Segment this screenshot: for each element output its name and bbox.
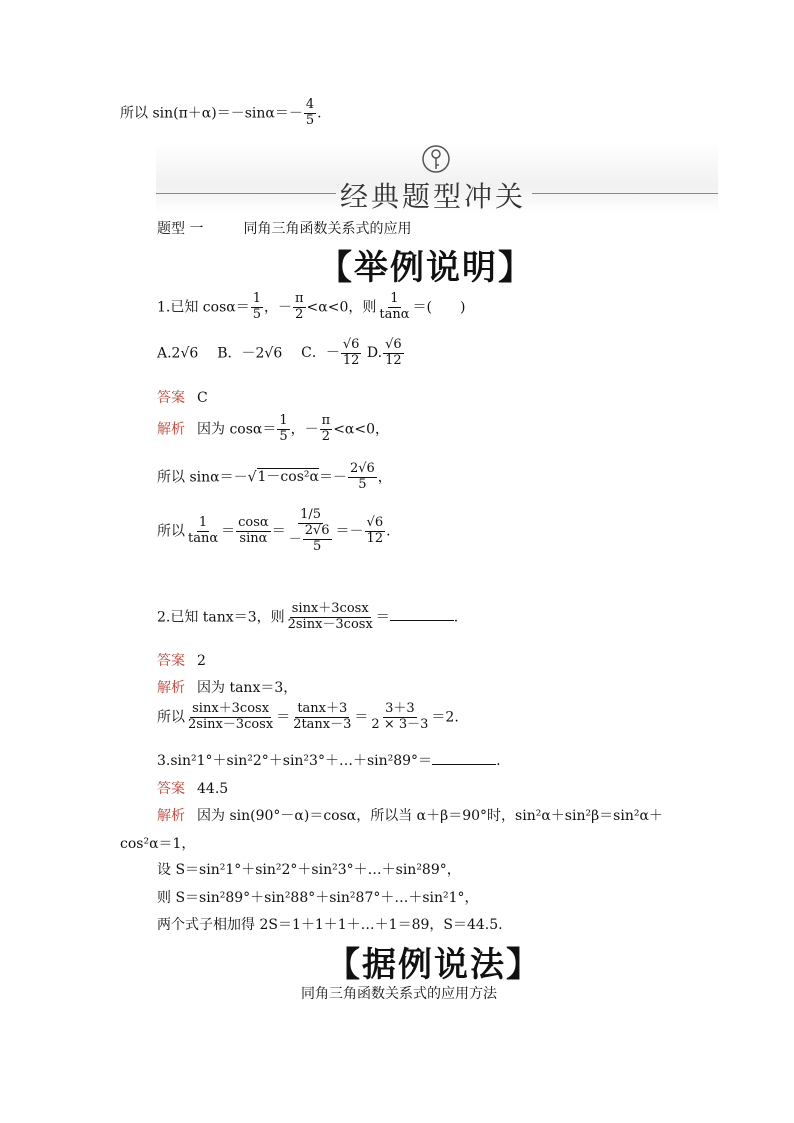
q1-stem: 1.已知 cosα＝ $\frac{1}{5}$ ，－ $\frac{\pi}{2}$ <α<0，则 $\frac{1}{\tan\alpha}$ ＝( ) — [157, 291, 466, 322]
q1-analysis-2: 所以 sinα＝－√1－cos²α＝－ $\frac{2√6}{5}$ ， — [157, 461, 392, 492]
method-title: 同角三角函数关系式的应用方法 — [301, 986, 497, 1002]
top-fraction: $\frac{4}{5}$ — [305, 97, 315, 128]
answer-blank — [390, 619, 454, 621]
key-icon — [421, 144, 451, 174]
q3-answer: 答案 44.5 — [157, 781, 229, 797]
option-d: D. $\frac{√6}{12}$ — [366, 337, 402, 368]
option-c: C．－ $\frac{√6}{12}$ — [301, 337, 360, 368]
q1-analysis-3: 所以 $\frac{1}{\tan\alpha}$ ＝ $\frac{\cos\alpha}{\sin\alpha}$ ＝ 1/5 － $\frac{2√6}{5}$ ＝－ $\frac{√6}{12}$ . — [157, 507, 391, 554]
heading-method: 【据例说法】 — [326, 945, 542, 985]
banner-line-left — [156, 193, 336, 194]
banner-line-right — [532, 193, 718, 194]
heading-examples: 【举例说明】 — [318, 248, 534, 288]
section-label: 题型 一 同角三角函数关系式的应用 — [157, 221, 412, 237]
q1-answer: 答案 C — [157, 390, 208, 406]
q2-answer: 答案 2 — [157, 653, 206, 669]
q3-analysis-3: 则 S＝sin²89°＋sin²88°＋sin²87°＋…＋sin²1°， — [157, 890, 479, 906]
q1-options — [157, 338, 405, 369]
top-prefix: 所以 — [120, 105, 148, 122]
top-line: 所以 sin(π＋α)＝－sinα＝－ $\frac{4}{5}$ . — [120, 97, 322, 128]
option-b: B．－2√6 — [217, 345, 283, 362]
q3-analysis-1b: cos²α＝1， — [120, 836, 196, 852]
q3-analysis-2: 设 S＝sin²1°＋sin²2°＋sin²3°＋…＋sin²89°， — [157, 862, 461, 878]
q3-analysis-4: 两个式子相加得 2S＝1＋1＋1＋…＋1＝89，S＝44.5. — [157, 917, 503, 933]
q3-stem: 3.sin²1°＋sin²2°＋sin²3°＋…＋sin²89°＝ . — [157, 753, 501, 769]
section-topic: 同角三角函数关系式的应用 — [243, 221, 412, 237]
banner-title: 经典题型冲关 — [340, 180, 527, 213]
answer-blank — [432, 763, 496, 765]
top-expr: sin(π＋α)＝－sinα＝－ — [152, 105, 303, 122]
q2-analysis-1: 解析 因为 tanx＝3， — [157, 680, 298, 696]
q1-analysis-1: 解析 因为 cosα＝ $\frac{1}{5}$ ，－ $\frac{\pi}{2}$ <α<0， — [157, 413, 390, 444]
q2-stem: 2.已知 tanx＝3，则 $\frac{\sin x+3\cos x}{2\sin x-3\cos x}$ ＝ . — [157, 601, 459, 632]
option-a: A.2√6 — [157, 345, 199, 362]
q3-analysis-1: 解析 因为 sin(90°－α)＝cosα，所以当 α＋β＝90°时，sin²α＋sin²β＝sin²α＋ — [157, 808, 663, 824]
q2-analysis-2: 所以 $\frac{\sin x+3\cos x}{2\sin x-3\cos x}$ ＝ $\frac{\tan x+3}{2\tan x-3}$ ＝ $\frac{3+3}{2 \times 3-3}$ ＝2. — [157, 701, 459, 732]
